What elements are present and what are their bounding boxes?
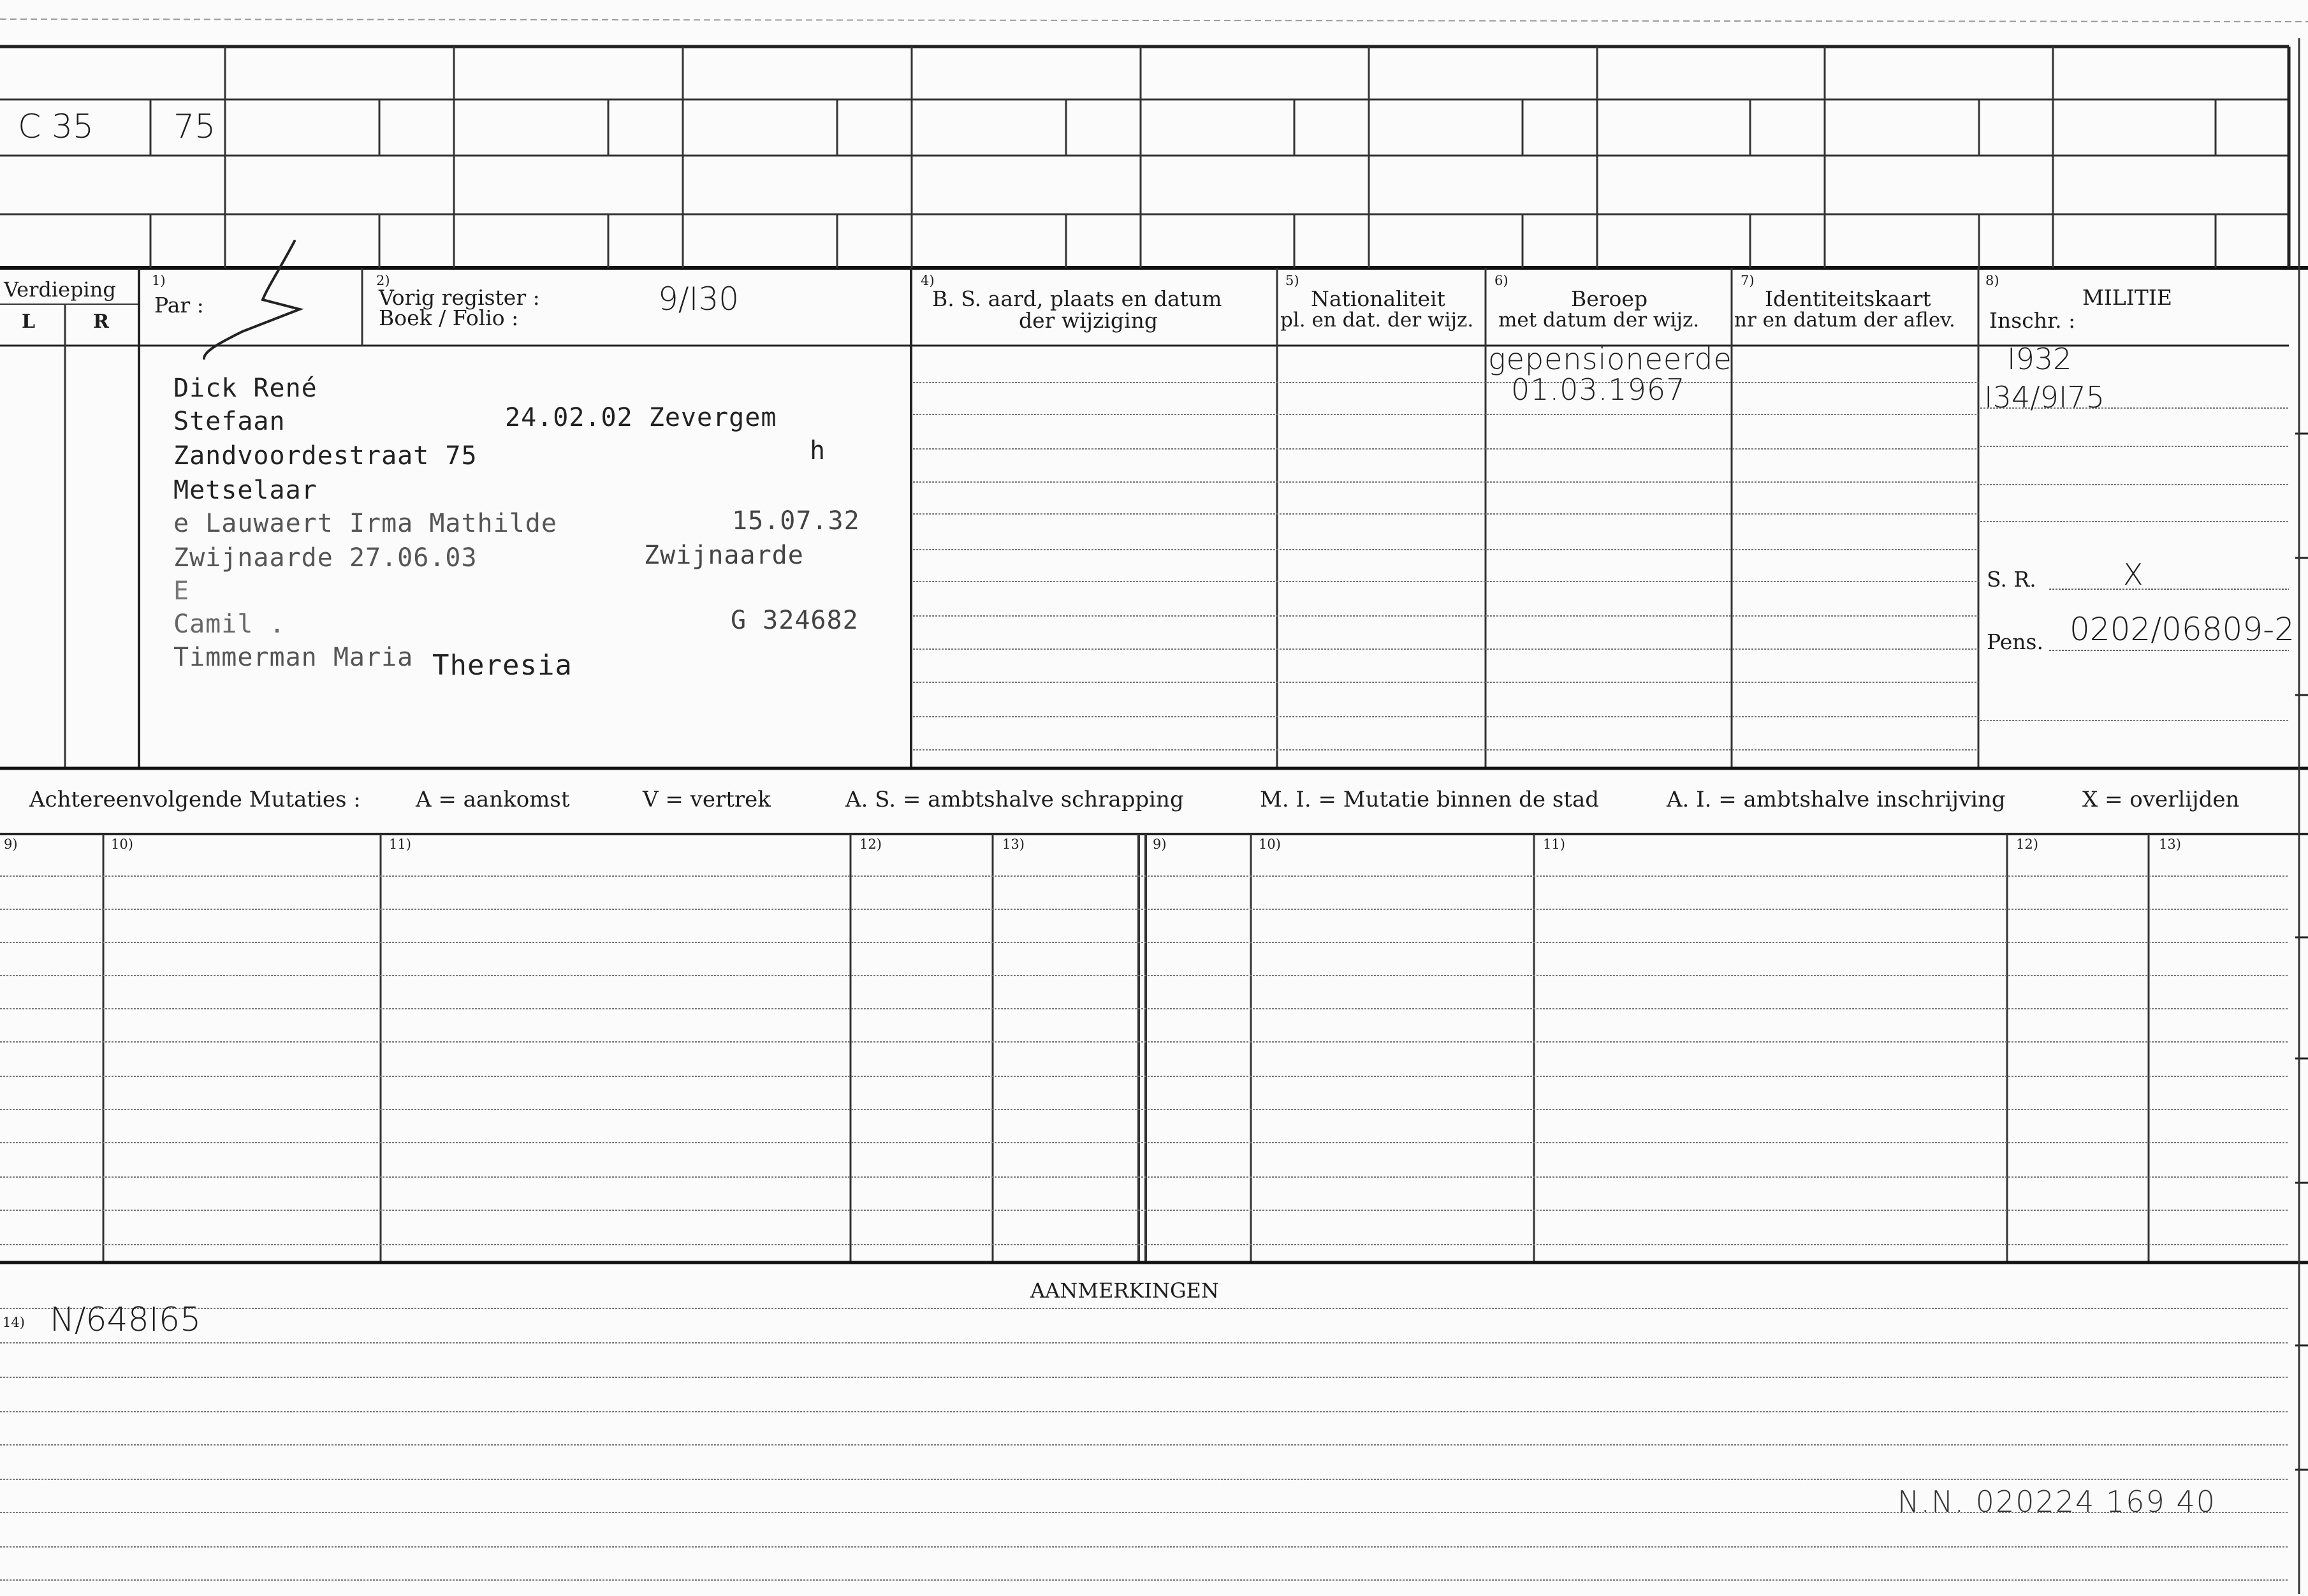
pens-value: 0202/06809-2 bbox=[2070, 611, 2295, 648]
col5-line2: pl. en dat. der wijz. bbox=[1280, 309, 1474, 332]
person-line7: E bbox=[173, 576, 190, 606]
person-mother-extra: Theresia bbox=[432, 649, 573, 682]
col7-line1: Identiteitskaart bbox=[1765, 286, 1931, 311]
block-code: C 35 bbox=[18, 108, 94, 146]
beroep-date: 01.03.1967 bbox=[1511, 372, 1686, 407]
legend-ambtshalve-inschrijving: A. I. = ambtshalve inschrijving bbox=[1667, 787, 2006, 812]
mutation-legend bbox=[0, 783, 2289, 821]
legend-mutatie-stad: M. I. = Mutatie binnen de stad bbox=[1260, 787, 1599, 812]
inschr-label: Inschr. : bbox=[1989, 308, 2076, 333]
col6-line1: Beroep bbox=[1571, 286, 1648, 311]
legend-ambtshalve-schrapping: A. S. = ambtshalve schrapping bbox=[845, 787, 1184, 812]
mutation-table-header bbox=[0, 834, 2289, 860]
person-birth: 24.02.02 Zevergem bbox=[505, 403, 777, 432]
person-occupation: Metselaar bbox=[173, 476, 318, 505]
person-second-name: Stefaan bbox=[173, 407, 286, 436]
beroep-value: gepensioneerde bbox=[1488, 342, 1732, 376]
par-label: Par : bbox=[154, 293, 204, 318]
mut-left-col-9: 9) bbox=[4, 837, 18, 852]
boek-folio-label: Boek / Folio : bbox=[379, 305, 519, 330]
mut-left-col-13: 13) bbox=[1002, 837, 1025, 852]
mut-right-col-11: 11) bbox=[1543, 837, 1565, 852]
militie-number: I34/9I75 bbox=[1984, 380, 2105, 414]
remarks-section bbox=[0, 1263, 2289, 1594]
col7-line2: nr en datum der aflev. bbox=[1734, 309, 1955, 332]
mut-right-col-13: 13) bbox=[2159, 837, 2181, 852]
verdieping-right: R bbox=[93, 311, 109, 333]
person-spouse: e Lauwaert Irma Mathilde bbox=[173, 509, 557, 538]
vorig-register-value: 9/I30 bbox=[658, 281, 740, 318]
militie-year: I932 bbox=[2007, 342, 2072, 376]
mut-left-col-10: 10) bbox=[111, 837, 133, 852]
person-marriage-date: 15.07.32 bbox=[732, 506, 860, 536]
remarks-number: 14) bbox=[3, 1315, 25, 1330]
col4-number: 4) bbox=[921, 273, 935, 288]
col2-number: 2) bbox=[376, 273, 390, 288]
mut-left-col-12: 12) bbox=[859, 837, 882, 852]
legend-title: Achtereenvolgende Mutaties : bbox=[29, 787, 361, 812]
person-number: G 324682 bbox=[731, 606, 859, 635]
mut-right-col-9: 9) bbox=[1153, 837, 1167, 852]
person-father: Camil . bbox=[173, 610, 286, 639]
col5-number: 5) bbox=[1285, 273, 1299, 288]
col4-line1: B. S. aard, plaats en datum bbox=[932, 286, 1222, 311]
col6-number: 6) bbox=[1494, 273, 1508, 288]
person-address-mark: h bbox=[810, 436, 826, 465]
col4-line2: der wijziging bbox=[1019, 308, 1158, 333]
verdieping-label: Verdieping bbox=[4, 277, 116, 302]
col7-number: 7) bbox=[1741, 273, 1755, 288]
legend-overlijden: X = overlijden bbox=[2082, 787, 2240, 812]
col6-line2: met datum der wijz. bbox=[1498, 309, 1700, 332]
person-surname-firstname: Dick René bbox=[173, 374, 318, 403]
sr-label: S. R. bbox=[1987, 567, 2036, 592]
person-place: Zwijnaarde bbox=[644, 541, 804, 570]
mut-right-col-10: 10) bbox=[1259, 837, 1281, 852]
person-address: Zandvoordestraat 75 bbox=[173, 441, 478, 471]
person-spouse-birth: Zwijnaarde 27.06.03 bbox=[173, 543, 478, 573]
remarks-title: AANMERKINGEN bbox=[1030, 1278, 1219, 1303]
militie-title: MILITIE bbox=[2082, 285, 2172, 310]
col8-number: 8) bbox=[1985, 273, 1999, 288]
legend-aankomst: A = aankomst bbox=[416, 787, 570, 812]
person-mother: Timmerman Maria bbox=[173, 643, 414, 672]
legend-vertrek: V = vertrek bbox=[643, 787, 771, 812]
col1-number: 1) bbox=[152, 273, 166, 288]
mut-left-col-11: 11) bbox=[389, 837, 411, 852]
sr-value: X bbox=[2123, 557, 2144, 592]
remarks-value: N/648I65 bbox=[50, 1301, 201, 1339]
pens-label: Pens. bbox=[1987, 629, 2043, 654]
house-number: 75 bbox=[173, 108, 216, 146]
vorig-register-label: Vorig register : bbox=[379, 285, 540, 310]
col5-line1: Nationaliteit bbox=[1311, 286, 1445, 311]
verdieping-left: L bbox=[22, 311, 36, 333]
mut-right-col-12: 12) bbox=[2016, 837, 2038, 852]
national-number: N.N. 020224 169 40 bbox=[1897, 1484, 2216, 1519]
